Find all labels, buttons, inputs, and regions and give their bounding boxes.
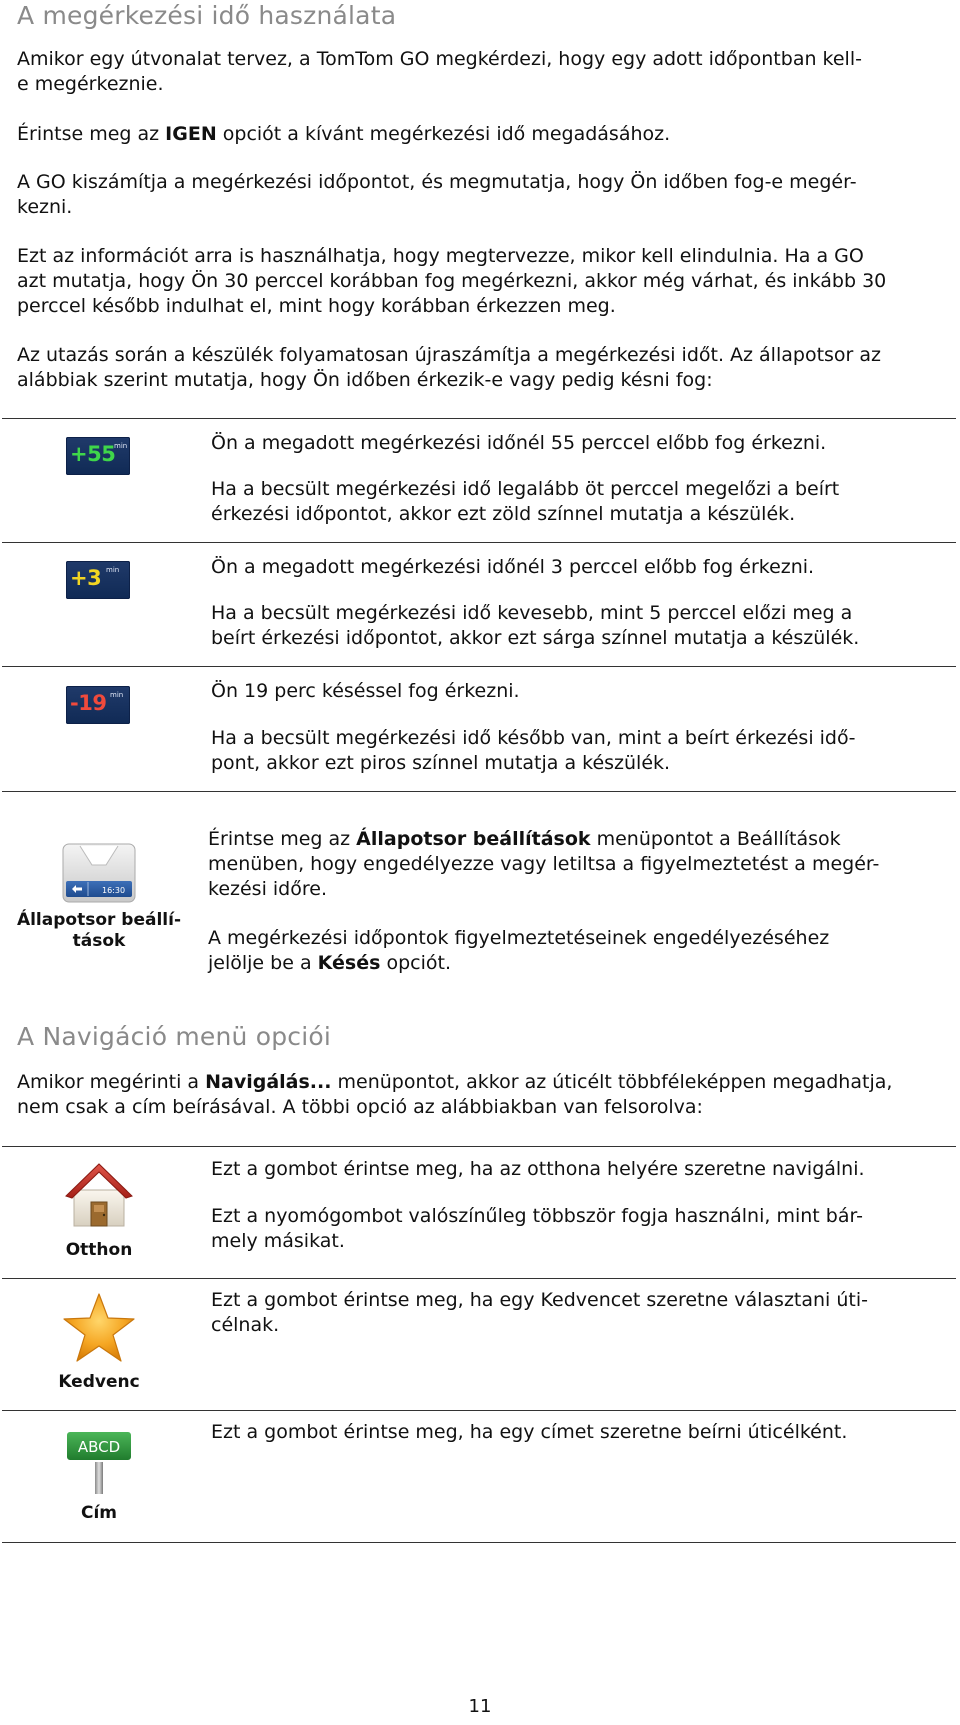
text-line: Állapotsor beállí- bbox=[16, 910, 182, 930]
text-segment: Érintse meg az bbox=[208, 828, 357, 850]
street-sign-icon bbox=[64, 1428, 134, 1494]
statusbar-time: 16:30 bbox=[102, 886, 126, 895]
favourite-option-text bbox=[211, 1288, 951, 1338]
text-segment: jelölje be a bbox=[208, 952, 318, 974]
text-line: Ezt a gombot érintse meg, ha egy Kedvencet szeretne választani úti- bbox=[211, 1289, 869, 1311]
section-title-arrival-time: A megérkezési idő használata bbox=[17, 1, 397, 30]
statusbar-settings-text bbox=[208, 827, 948, 902]
table-divider bbox=[2, 418, 956, 419]
badge-value: -19 bbox=[70, 691, 107, 715]
home-option-description bbox=[211, 1204, 951, 1254]
text-line: A megérkezési időpontok figyelmeztetéseinek engedélyezéséhez bbox=[208, 927, 830, 949]
text-line: e megérkeznie. bbox=[17, 73, 164, 95]
table-divider bbox=[2, 1146, 956, 1147]
text-line: kezni. bbox=[17, 196, 73, 218]
table-divider bbox=[2, 542, 956, 543]
badge-value: +3 bbox=[70, 566, 102, 590]
text-line: Ezt a gombot érintse meg, ha az otthona helyére szeretne navigálni. bbox=[211, 1158, 865, 1180]
bold-text: Navigálás... bbox=[205, 1071, 332, 1093]
status-row-description bbox=[211, 601, 951, 651]
text-line: pont, akkor ezt piros színnel mutatja a készülék. bbox=[211, 752, 671, 774]
text-line: Ezt a nyomógombot valószínűleg többször fogja használni, mint bár- bbox=[211, 1205, 863, 1227]
text-line: beírt érkezési időpontot, akkor ezt sárga színnel mutatja a készülék. bbox=[211, 627, 860, 649]
text-line: menüben, hogy engedélyezze vagy letiltsa a figyelmeztetést a megér- bbox=[208, 853, 880, 875]
text-line: Ezt az információt arra is használhatja, hogy megtervezze, mikor kell elindulnia. Ha a GO bbox=[17, 245, 864, 267]
igen-paragraph bbox=[17, 122, 952, 147]
badge-unit: min bbox=[110, 691, 124, 699]
text-line: mely másikat. bbox=[211, 1230, 345, 1252]
text-line: Ön 19 perc késéssel fog érkezni. bbox=[211, 680, 520, 702]
text-line: Ha a becsült megérkezési idő később van, mint a beírt érkezési idő- bbox=[211, 727, 856, 749]
text-line: nem csak a cím beírásával. A többi opció az alábbiakban van felsorolva: bbox=[17, 1096, 703, 1118]
page-number: 11 bbox=[468, 1696, 492, 1717]
text-line: Az utazás során a készülék folyamatosan újraszámítja a megérkezési időt. Az állapotsor az bbox=[17, 344, 882, 366]
calculation-paragraph bbox=[17, 170, 952, 220]
text-line: A GO kiszámítja a megérkezési időpontot, és megmutatja, hogy Ön időben fog-e megér- bbox=[17, 171, 857, 193]
status-row-description bbox=[211, 477, 951, 527]
home-label: Otthon bbox=[65, 1240, 133, 1260]
address-label: Cím bbox=[80, 1503, 118, 1523]
text-line: Ha a becsült megérkezési idő kevesebb, mint 5 perccel előzi meg a bbox=[211, 602, 853, 624]
arrival-badge-early bbox=[66, 437, 130, 475]
intro-paragraph bbox=[17, 47, 952, 97]
departure-paragraph bbox=[17, 244, 952, 319]
text-line: Ön a megadott megérkezési időnél 3 perccel előbb fog érkezni. bbox=[211, 556, 815, 578]
text-line: perccel később indulhat el, mint hogy korábban érkezzen meg. bbox=[17, 295, 616, 317]
table-divider bbox=[2, 791, 956, 792]
text-line: azt mutatja, hogy Ön 30 perccel korábban fog megérkezni, akkor még várhat, és inkább 30 bbox=[17, 270, 887, 292]
statusbar-settings-label bbox=[2, 910, 196, 952]
status-row-text bbox=[211, 555, 951, 580]
home-option-text bbox=[211, 1157, 951, 1182]
statusbar-settings-icon bbox=[62, 843, 136, 903]
text-segment: Amikor megérinti a bbox=[17, 1071, 206, 1093]
table-divider bbox=[2, 666, 956, 667]
status-row-text bbox=[211, 679, 951, 704]
text-line: tások bbox=[72, 931, 126, 951]
text-line: érkezési időpontot, akkor ezt zöld színnel mutatja a készülék. bbox=[211, 503, 796, 525]
badge-unit: min bbox=[114, 442, 128, 450]
text-line: Ön a megadott megérkezési időnél 55 perccel előbb fog érkezni. bbox=[211, 432, 827, 454]
arrival-badge-slightly-early bbox=[66, 561, 130, 599]
table-divider bbox=[2, 1278, 956, 1279]
bold-text: Állapotsor beállítások bbox=[356, 828, 591, 850]
star-icon bbox=[61, 1292, 137, 1364]
recalculation-paragraph bbox=[17, 343, 952, 393]
status-row-text bbox=[211, 431, 951, 456]
text-line: Ha a becsült megérkezési idő legalább öt perccel megelőzi a beírt bbox=[211, 478, 840, 500]
favourite-label: Kedvenc bbox=[58, 1372, 140, 1392]
section-title-navigation-menu: A Navigáció menü opciói bbox=[17, 1022, 331, 1051]
text-segment: Érintse meg az bbox=[17, 123, 166, 145]
text-segment: opciót. bbox=[380, 952, 451, 974]
badge-value: +55 bbox=[70, 442, 116, 466]
bold-text: IGEN bbox=[165, 123, 217, 145]
text-segment: menüpontot, akkor az úticélt többféleképpen megadhatja, bbox=[331, 1071, 893, 1093]
text-line: alábbiak szerint mutatja, hogy Ön időben érkezik-e vagy pedig késni fog: bbox=[17, 369, 713, 391]
text-segment: menüpontot a Beállítások bbox=[590, 828, 841, 850]
house-icon bbox=[64, 1160, 134, 1230]
sign-text: ABCD bbox=[77, 1438, 121, 1456]
table-divider bbox=[2, 1542, 956, 1543]
statusbar-settings-enable-text bbox=[208, 926, 948, 976]
text-line: célnak. bbox=[211, 1314, 280, 1336]
address-option-text bbox=[211, 1420, 951, 1445]
text-line: Ezt a gombot érintse meg, ha egy címet szeretne beírni úticélként. bbox=[211, 1421, 848, 1443]
text-segment: opciót a kívánt megérkezési idő megadásához. bbox=[216, 123, 671, 145]
arrival-badge-late bbox=[66, 686, 130, 724]
badge-unit: min bbox=[106, 566, 120, 574]
text-line: Amikor egy útvonalat tervez, a TomTom GO megkérdezi, hogy egy adott időpontban kell- bbox=[17, 48, 862, 70]
text-line: kezési időre. bbox=[208, 878, 327, 900]
bold-text: Késés bbox=[317, 952, 381, 974]
table-divider bbox=[2, 1410, 956, 1411]
status-row-description bbox=[211, 726, 951, 776]
navigation-intro bbox=[17, 1070, 952, 1120]
